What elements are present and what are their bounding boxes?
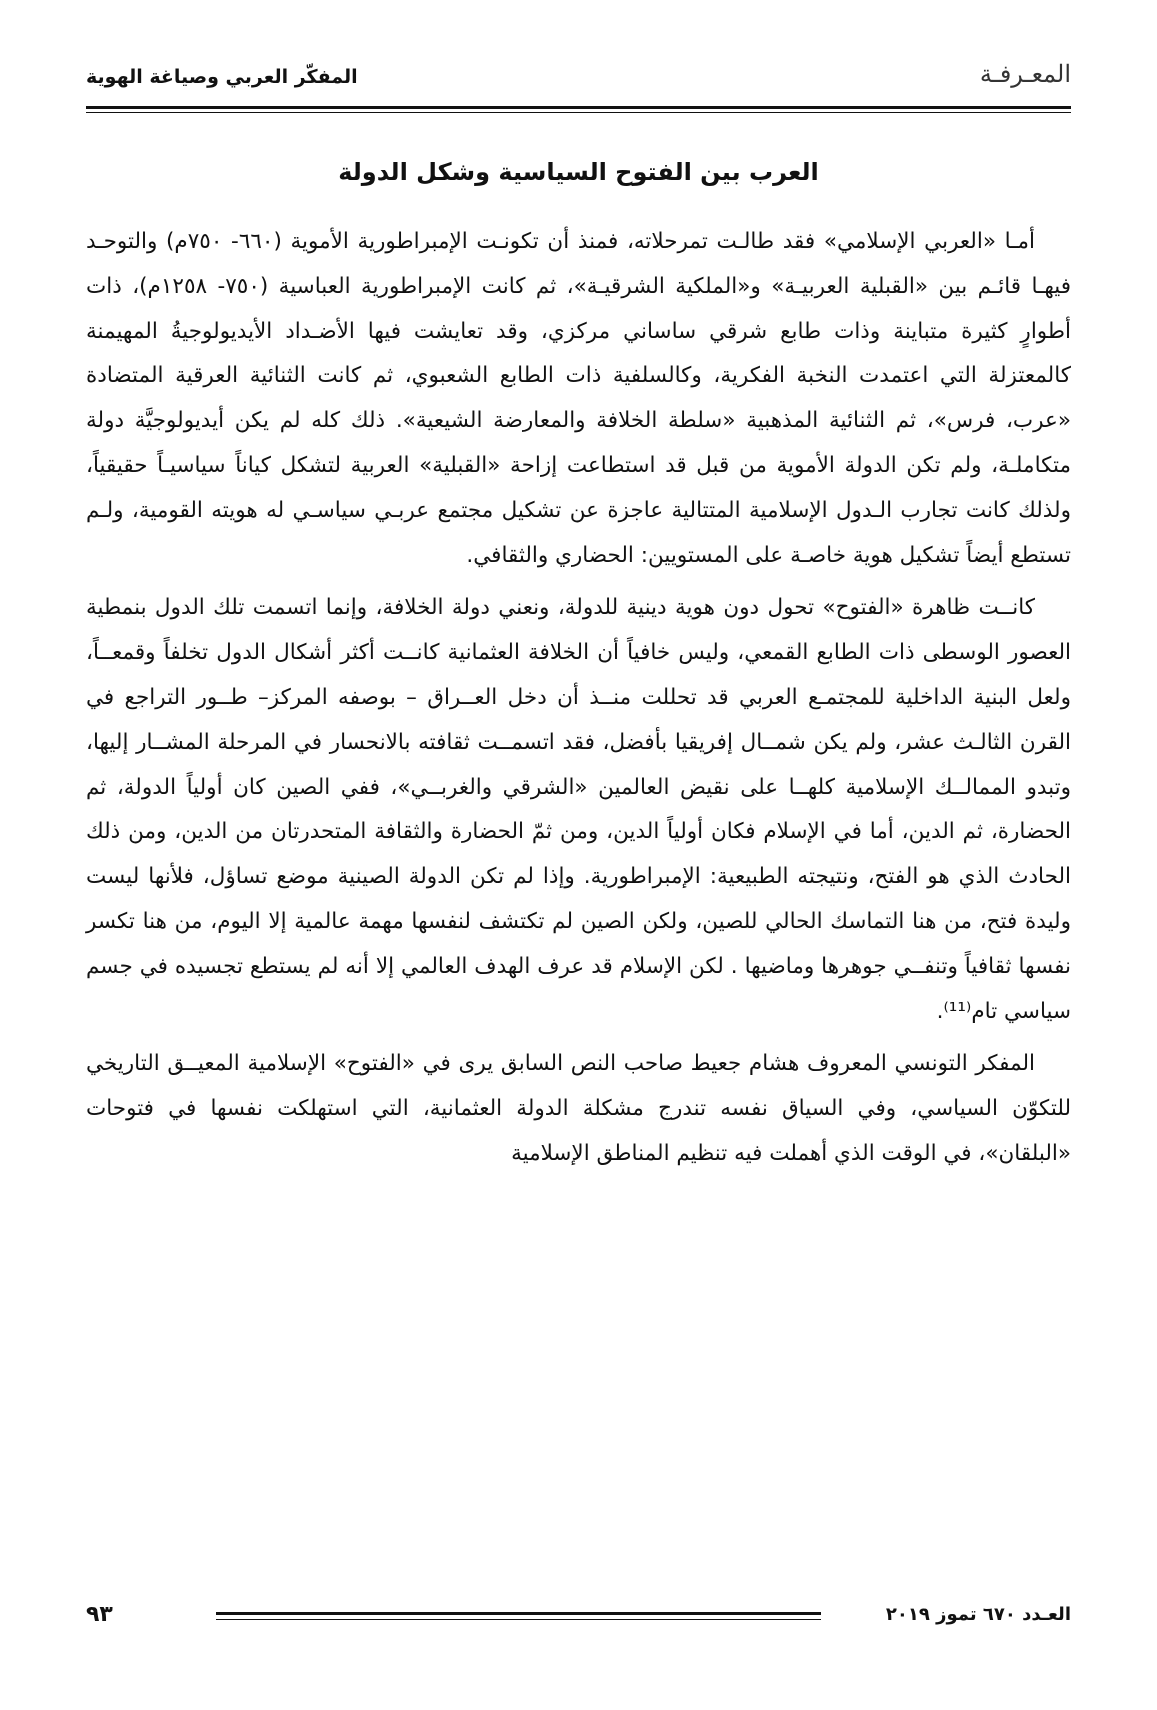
page-number: ٩٣ — [86, 1602, 113, 1627]
footer-rule-thin — [216, 1619, 821, 1620]
paragraph: المفكر التونسي المعروف هشام جعيط صاحب النص السابق يرى في «الفتوح» الإسلامية المعيــق التاريخي للتكوّن السياسي، وفي السياق نفسه تندرج مشكلة الدولة العثمانية، التي استهلكت نفسها في فتوحات «البلقان»، في الوقت الذي أهملت فيه تنظيم المناطق الإسلامية — [86, 1051, 1071, 1166]
paragraph: أمـا «العربي الإسلامي» فقد طالـت تمرحلاته، فمنذ أن تكونـت الإمبراطورية الأموية (٦٦٠- ٧٥٠م) والتوحـد فيهـا قائـم بين «القبلية العربيـة» و«الملكية الشرقيـة»، ثم كانت الإمبراطورية العباسية (٧٥٠- ١٢٥٨م)، ذات أطوارٍ كثيرة متباينة وذات طابع شرقي ساساني مركزي، وقد تعايشت فيها الأضـداد الأيديولوجيةُ المهيمنة كالمعتزلة التي اعتمدت النخبة الفكرية، وكالسلفية ذات الطابع الشعبوي، ثم كانت الثنائية العرقية المتضادة «عرب، فرس»، ثم الثنائية المذهبية «سلطة الخلافة والمعارضة الشيعية». ذلك كله لم يكن أيديولوجيَّة دولة متكاملـة، ولم تكن الدولة الأموية من قبل قد استطاعت إزاحة «القبلية» العربية لتشكل كياناً سياسيـاً حقيقياً، ولذلك كانت تجارب الـدول الإسلامية المتتالية عاجزة عن تشكيل مجتمع عربـي سياسـي له هويته القومية، ولـم تستطع أيضاً تشكيل هوية خاصـة على المستويين: الحضاري والثقافي. — [86, 229, 1072, 568]
article-body — [86, 220, 1071, 1185]
section-title: العرب بين الفتوح السياسية وشكل الدولة — [338, 158, 819, 186]
issue-info: العـدد ٦٧٠ تموز ٢٠١٩ — [885, 1604, 1071, 1625]
page-header — [86, 60, 1071, 106]
paragraph: كانــت ظاهرة «الفتوح» تحول دون هوية دينية للدولة، ونعني دولة الخلافة، وإنما اتسمت تلك الدول بنمطية العصور الوسطى ذات الطابع القمعي، وليس خافياً أن الخلافة العثمانية كانــت أكثر أشكال الدول تخلفاً وقمعــاً، ولعل البنية الداخلية للمجتمـع العربي قد تحللت منــذ أن دخل العــراق – بوصفه المركز– طــور التراجع في القرن الثالـث عشر، ولم يكن شمــال إفريقيا بأفضل، فقد اتسمــت ثقافته بالانحسار في المرحلة المشــار إليها، وتبدو الممالــك الإسلامية كلهــا على نقيض العالمين «الشرقي والغربــي»، ففي الصين كان أولياً الدولة، ثم الحضارة، ثم الدين، أما في الإسلام فكان أولياً الدين، ومن ثمّ الحضارة والثقافة المتحدرتان من الدين، ومن ذلك الحادث الذي هو الفتح، ونتيجته الطبيعية: الإمبراطورية. وإذا لم تكن الدولة الصينية موضع تساؤل، فلأنها ليست وليدة فتح، من هنا التماسك الحالي للصين، ولكن الصين لم تكتشف لنفسها مهمة عالمية إلا اليوم، من هنا تكسر نفسها ثقافياً وتنفــي جوهرها وماضيها . لكن الإسلام قد عرف الهدف العالمي إلا أنه لم يستطع تجسيده في جسم سياسي تام⁽¹¹⁾. — [86, 595, 1071, 1024]
footer-rule — [216, 1612, 821, 1615]
page-footer — [86, 1602, 1071, 1638]
header-rule — [86, 106, 1071, 109]
running-title: المفكّر العربي وصياغة الهوية — [86, 66, 358, 88]
journal-logo: المعـرفـة — [979, 60, 1071, 88]
header-rule-thin — [86, 112, 1071, 113]
